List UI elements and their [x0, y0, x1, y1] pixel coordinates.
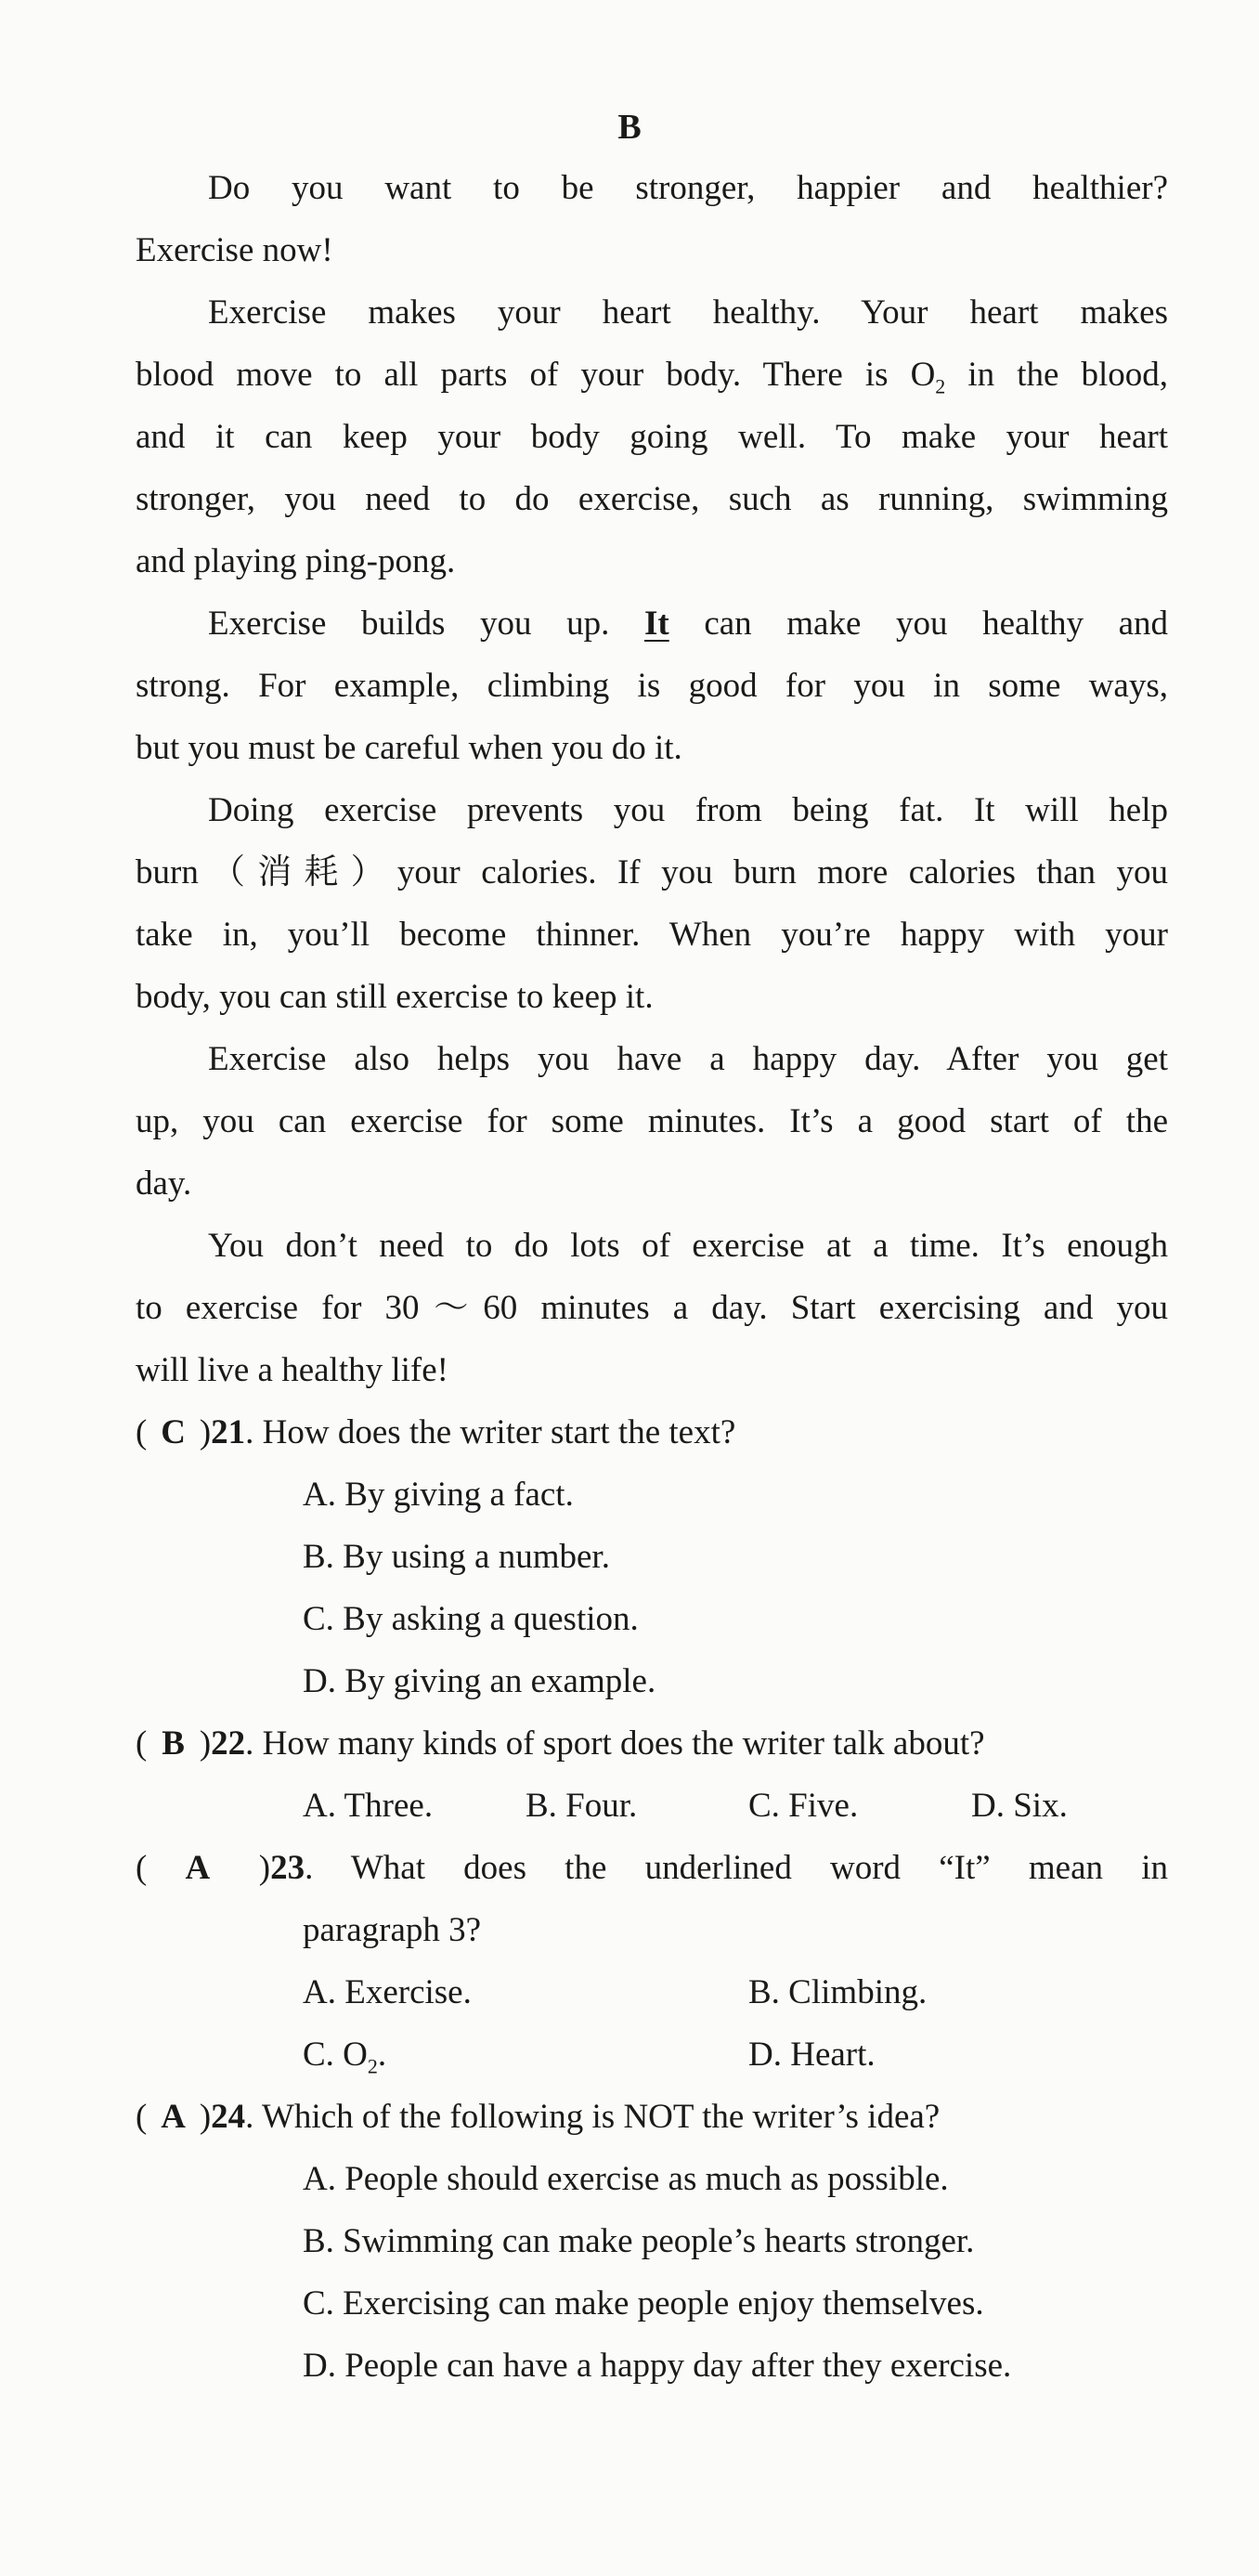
question-23: ( A )23. What does the underlined word “It” mean in [136, 1842, 1168, 1894]
p1-line-1: Do you want to be stronger, happier and healthier? [208, 169, 1168, 207]
p5-line-2: up, you can exercise for some minutes. It’s a good start of the [136, 1102, 1168, 1140]
q22-option-b: B. Four. [526, 1787, 638, 1825]
p6-line-3: will live a healthy life! [136, 1351, 448, 1389]
q23-stem-line-2: paragraph 3? [303, 1911, 482, 1949]
p3-line-3: but you must be careful when you do it. [136, 729, 682, 767]
q23-option-c: C. $O_2$. [303, 2036, 387, 2078]
question-24: ( A )24. Which of the following is NOT the writer’s idea? [136, 2091, 1168, 2143]
question-22: ( B )22. How many kinds of sport does the writer talk about? [136, 1718, 1168, 1770]
q23-option-d: D. Heart. [748, 2036, 876, 2074]
p4-line-3: take in, you’ll become thinner. When you’re happy with your [136, 916, 1168, 954]
p2-line-2: blood move to all parts of your body. There is $O_2$ in the blood, [136, 356, 1168, 398]
answer-24: A [161, 2098, 186, 2136]
p4-line-4: body, you can still exercise to keep it. [136, 978, 654, 1016]
question-21: ( C )21. How does the writer start the text? [136, 1407, 1168, 1459]
answer-22: B [162, 1724, 185, 1763]
q21-option-c: C. By asking a question. [303, 1600, 639, 1638]
p6-line-2: to exercise for 30～60 minutes a day. Start exercising and you [136, 1289, 1168, 1327]
p3-line-1: Exercise builds you up. It can make you healthy and [208, 605, 1169, 643]
answer-21: C [161, 1413, 186, 1451]
q21-option-a: A. By giving a fact. [303, 1476, 574, 1514]
q22-option-c: C. Five. [748, 1787, 859, 1825]
p5-line-1: Exercise also helps you have a happy day. After you get [208, 1040, 1168, 1078]
p6-line-1: You don’t need to do lots of exercise at a time. It’s enough [208, 1227, 1168, 1265]
p3-line-2: strong. For example, climbing is good for you in some ways, [136, 667, 1168, 705]
q24-option-d: D. People can have a happy day after they exercise. [303, 2347, 1012, 2385]
p2-line-5: and playing ping-pong. [136, 542, 456, 580]
q23-option-a: A. Exercise. [303, 1973, 472, 2011]
p2-line-3: and it can keep your body going well. To make your heart [136, 418, 1168, 456]
q23-option-b: B. Climbing. [748, 1973, 928, 2011]
p4-line-2: burn（消耗）your calories. If you burn more calories than you [136, 853, 1168, 891]
p1-line-2: Exercise now! [136, 231, 333, 269]
q21-option-d: D. By giving an example. [303, 1662, 656, 1700]
section-title: B [617, 108, 642, 147]
q24-option-a: A. People should exercise as much as possible. [303, 2160, 949, 2198]
p4-line-1: Doing exercise prevents you from being fat. It will help [208, 791, 1168, 829]
q22-option-d: D. Six. [971, 1787, 1068, 1825]
underlined-word: It [643, 605, 669, 643]
q21-option-b: B. By using a number. [303, 1538, 610, 1576]
p2-line-4: stronger, you need to do exercise, such as running, swimming [136, 480, 1168, 518]
q24-option-c: C. Exercising can make people enjoy themselves. [303, 2284, 984, 2322]
answer-23: A [185, 1849, 211, 1887]
p2-line-1: Exercise makes your heart healthy. Your heart makes [208, 293, 1168, 332]
p5-line-3: day. [136, 1164, 192, 1203]
q24-option-b: B. Swimming can make people’s hearts stronger. [303, 2222, 975, 2260]
q22-option-a: A. Three. [303, 1787, 434, 1825]
